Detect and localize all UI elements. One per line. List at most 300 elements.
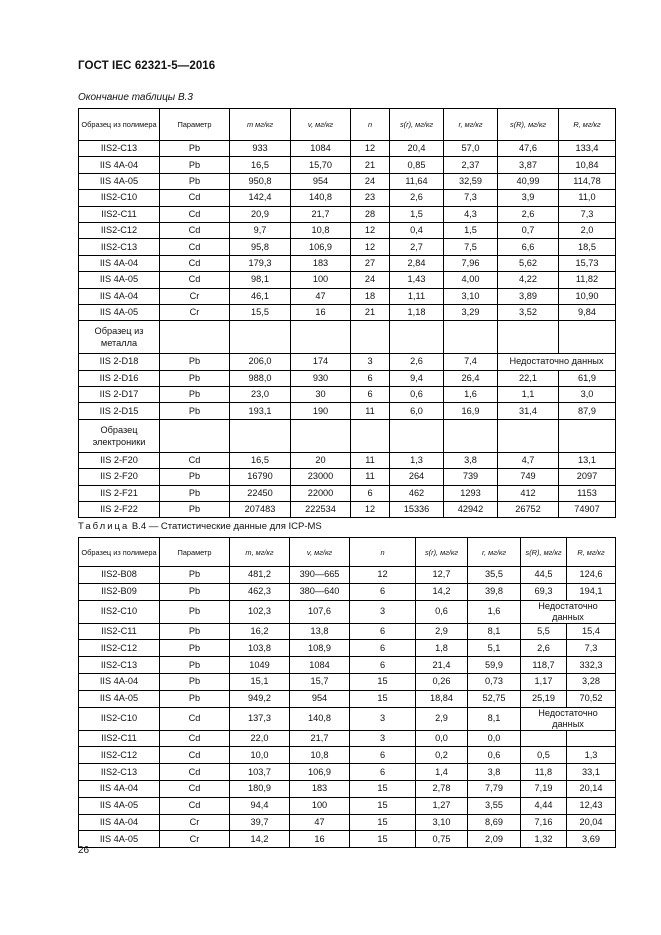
table-b4-caption (78, 521, 322, 532)
cell: 15 (350, 673, 416, 690)
cell: Pb (160, 657, 230, 674)
table-row (79, 567, 616, 584)
cell: 264 (390, 469, 444, 485)
cell: IIS 4A-05 (79, 304, 160, 320)
table-b4 (78, 537, 616, 848)
cell: 11 (351, 403, 390, 419)
cell: 26752 (498, 502, 559, 518)
table-b3-metal-body (79, 370, 616, 419)
group-label-metal: Образец из металла (79, 321, 160, 354)
cell: 8,1 (468, 623, 521, 640)
cell: Pb (160, 354, 230, 370)
cell: 11,8 (521, 764, 567, 781)
cell: 0,0 (416, 730, 468, 747)
cell: IIS 4A-04 (79, 673, 160, 690)
header-r: r, мг/кг (468, 538, 521, 567)
cell: 9,84 (559, 304, 616, 320)
cell: 1,6 (468, 600, 521, 623)
cell: 13,8 (290, 623, 350, 640)
cell: 2,09 (468, 831, 521, 848)
cell: 0,4 (390, 222, 444, 238)
cell: Pb (160, 141, 230, 157)
table-row (79, 272, 616, 288)
cell: 15 (350, 814, 416, 831)
cell: 14,2 (416, 583, 468, 600)
cell: 949,2 (230, 690, 290, 707)
cell: 140,8 (291, 190, 351, 206)
cell: 40,99 (498, 173, 559, 189)
table-b4-body (79, 567, 616, 848)
cell: 1,6 (444, 387, 498, 403)
cell: 0,85 (390, 157, 444, 173)
header-parameter: Параметр (160, 109, 230, 141)
cell: IIS 2-F20 (79, 469, 160, 485)
cell: 20 (291, 452, 351, 468)
cell: 5,62 (498, 255, 559, 271)
cell: 61,9 (559, 370, 616, 386)
cell: 6 (351, 387, 390, 403)
cell: Pb (160, 370, 230, 386)
cell: 3,8 (444, 452, 498, 468)
cell: IIS2-C11 (79, 623, 160, 640)
cell: 206,0 (230, 354, 291, 370)
table-row (79, 831, 616, 848)
cell: 7,16 (521, 814, 567, 831)
cell: 87,9 (559, 403, 616, 419)
header-v: v, мг/кг (290, 538, 350, 567)
cell: 10,90 (559, 288, 616, 304)
cell: 95,8 (230, 239, 291, 255)
cell: 4,3 (444, 206, 498, 222)
cell: Cd (160, 272, 230, 288)
cell: IIS2-B08 (79, 567, 160, 584)
cell: 15,73 (559, 255, 616, 271)
page-number: 26 (78, 845, 90, 856)
cell: 0,0 (468, 730, 521, 747)
header-sample: Образец из полимера (79, 109, 160, 141)
table-row (79, 190, 616, 206)
cell: IIS 2-D18 (79, 354, 160, 370)
cell: 1049 (230, 657, 290, 674)
cell: 22450 (230, 485, 291, 501)
cell: Pb (160, 640, 230, 657)
cell: IIS 4A-05 (79, 173, 160, 189)
table-row (79, 780, 616, 797)
cell: 15336 (390, 502, 444, 518)
cell: 3 (350, 600, 416, 623)
cell: 74907 (559, 502, 616, 518)
header-v: v, мг/кг (291, 109, 351, 141)
table-row (79, 288, 616, 304)
cell: 16,2 (230, 623, 290, 640)
group-row-metal (79, 321, 616, 354)
cell: 21 (351, 157, 390, 173)
cell: 30 (291, 387, 351, 403)
table-row (79, 747, 616, 764)
cell: IIS 4A-05 (79, 690, 160, 707)
cell: 11,64 (390, 173, 444, 189)
cell: 0,5 (521, 747, 567, 764)
cell: 15 (350, 780, 416, 797)
cell: 59,9 (468, 657, 521, 674)
cell: 1,8 (416, 640, 468, 657)
cell: 183 (291, 255, 351, 271)
cell: 3,10 (444, 288, 498, 304)
table-row (79, 657, 616, 674)
cell: Cd (160, 190, 230, 206)
cell: Cd (160, 452, 230, 468)
header-R: R, мг/кг (559, 109, 616, 141)
cell: Pb (160, 690, 230, 707)
cell: 2,6 (498, 206, 559, 222)
cell: Cd (160, 239, 230, 255)
cell: 933 (230, 141, 291, 157)
cell: 12 (350, 567, 416, 584)
header-sR: s(R), мг/кг (498, 109, 559, 141)
cell: 137,3 (230, 707, 290, 730)
cell: Cr (160, 304, 230, 320)
table-row (79, 206, 616, 222)
table-row (79, 141, 616, 157)
cell: 15 (350, 831, 416, 848)
cell: 103,8 (230, 640, 290, 657)
cell: 33,1 (567, 764, 616, 781)
table-header-row (79, 109, 616, 141)
cell: 124,6 (567, 567, 616, 584)
cell: 2,84 (390, 255, 444, 271)
cell: IIS2-C12 (79, 747, 160, 764)
cell: 6 (350, 583, 416, 600)
cell: 114,78 (559, 173, 616, 189)
cell: Cd (160, 206, 230, 222)
cell: 2,9 (416, 623, 468, 640)
cell: 1293 (444, 485, 498, 501)
cell: 16,5 (230, 157, 291, 173)
cell: 27 (351, 255, 390, 271)
cell: 2,6 (390, 190, 444, 206)
cell: 11 (351, 452, 390, 468)
cell: 106,9 (290, 764, 350, 781)
cell: 11 (351, 469, 390, 485)
cell: 20,4 (390, 141, 444, 157)
cell: 6 (351, 485, 390, 501)
cell: 57,0 (444, 141, 498, 157)
cell: IIS 4A-04 (79, 255, 160, 271)
cell: 3,87 (498, 157, 559, 173)
cell: 179,3 (230, 255, 291, 271)
cell: 4,44 (521, 797, 567, 814)
cell: Pb (160, 623, 230, 640)
cell: IIS2-C13 (79, 764, 160, 781)
insufficient-data-note: Недостаточно данных (521, 600, 616, 623)
cell: 14,2 (230, 831, 290, 848)
cell: 7,3 (567, 640, 616, 657)
cell: 462,3 (230, 583, 290, 600)
cell: 22,0 (230, 730, 290, 747)
cell: IIS 4A-04 (79, 780, 160, 797)
cell: 21,7 (290, 730, 350, 747)
cell: 988,0 (230, 370, 291, 386)
cell: Pb (160, 485, 230, 501)
cell: 11,0 (559, 190, 616, 206)
cell: 1,43 (390, 272, 444, 288)
cell: 3 (350, 730, 416, 747)
cell: 15 (350, 797, 416, 814)
cell: 142,4 (230, 190, 291, 206)
cell: 18 (351, 288, 390, 304)
header-sr: s(r), мг/кг (390, 109, 444, 141)
cell: 7,19 (521, 780, 567, 797)
cell: Cd (160, 780, 230, 797)
cell: 18,5 (559, 239, 616, 255)
table-row (79, 173, 616, 189)
cell: 222534 (291, 502, 351, 518)
cell: 3,55 (468, 797, 521, 814)
cell: Cd (160, 255, 230, 271)
cell: 412 (498, 485, 559, 501)
cell: 5,1 (468, 640, 521, 657)
cell: 930 (291, 370, 351, 386)
cell: 12 (351, 222, 390, 238)
cell: IIS 4A-04 (79, 288, 160, 304)
cell: 20,14 (567, 780, 616, 797)
cell: 133,4 (559, 141, 616, 157)
cell: 102,3 (230, 600, 290, 623)
table-row (79, 623, 616, 640)
cell: 15,70 (291, 157, 351, 173)
cell: 24 (351, 173, 390, 189)
cell: 0,6 (468, 747, 521, 764)
cell: 35,5 (468, 567, 521, 584)
cell: 0,6 (416, 600, 468, 623)
cell: 118,7 (521, 657, 567, 674)
header-sample: Образец из полимера (79, 538, 160, 567)
table-b3-electronics-body (79, 452, 616, 518)
cell: 180,9 (230, 780, 290, 797)
table-b3 (78, 108, 616, 518)
cell: IIS 4A-05 (79, 272, 160, 288)
cell: 1153 (559, 485, 616, 501)
cell: IIS2-C13 (79, 239, 160, 255)
header-R: R, мг/кг (567, 538, 616, 567)
cell: Pb (160, 673, 230, 690)
cell: Pb (160, 502, 230, 518)
cell: 390—665 (290, 567, 350, 584)
table-row (79, 222, 616, 238)
cell: IIS2-C12 (79, 222, 160, 238)
table-row (79, 502, 616, 518)
cell: 103,7 (230, 764, 290, 781)
cell: 954 (290, 690, 350, 707)
cell: 1,4 (416, 764, 468, 781)
cell: 23000 (291, 469, 351, 485)
cell: 462 (390, 485, 444, 501)
cell: 13,1 (559, 452, 616, 468)
cell: 7,3 (559, 206, 616, 222)
table-row (79, 255, 616, 271)
cell: 7,79 (468, 780, 521, 797)
cell: Cd (160, 222, 230, 238)
cell: 3,69 (567, 831, 616, 848)
table-row (79, 797, 616, 814)
cell: Cd (160, 730, 230, 747)
cell: 47 (290, 814, 350, 831)
cell: 183 (290, 780, 350, 797)
cell: 11,82 (559, 272, 616, 288)
cell: IIS2-C10 (79, 190, 160, 206)
cell: 1,3 (390, 452, 444, 468)
cell: 7,4 (444, 354, 498, 370)
cell: 194,1 (567, 583, 616, 600)
table-row (79, 640, 616, 657)
cell: 0,26 (416, 673, 468, 690)
table-b4-caption-label: Таблица (78, 521, 130, 532)
cell: IIS2-C10 (79, 600, 160, 623)
cell: 15,5 (230, 304, 291, 320)
cell: 10,8 (290, 747, 350, 764)
cell: 24 (351, 272, 390, 288)
cell: 1,5 (390, 206, 444, 222)
table-row (79, 690, 616, 707)
table-row (79, 239, 616, 255)
cell: 28 (351, 206, 390, 222)
cell: 193,1 (230, 403, 291, 419)
cell: 332,3 (567, 657, 616, 674)
cell: 0,75 (416, 831, 468, 848)
cell: Cd (160, 764, 230, 781)
cell: 10,84 (559, 157, 616, 173)
cell: 12 (351, 239, 390, 255)
cell: 2,0 (559, 222, 616, 238)
header-n: n (351, 109, 390, 141)
table-row (79, 469, 616, 485)
cell: 1,17 (521, 673, 567, 690)
cell: 1,32 (521, 831, 567, 848)
cell: 3 (350, 707, 416, 730)
cell: 6 (350, 747, 416, 764)
table-row (79, 730, 616, 747)
cell: 174 (291, 354, 351, 370)
table-row (79, 403, 616, 419)
cell: 15,4 (567, 623, 616, 640)
cell: 70,52 (567, 690, 616, 707)
header-sR: s(R), мг/кг (521, 538, 567, 567)
cell: 6 (350, 640, 416, 657)
cell: 20,04 (567, 814, 616, 831)
cell: 1084 (291, 141, 351, 157)
cell: 1,5 (444, 222, 498, 238)
cell: 1,11 (390, 288, 444, 304)
cell: IIS2-B09 (79, 583, 160, 600)
cell: 16 (291, 304, 351, 320)
cell: 4,22 (498, 272, 559, 288)
cell: Pb (160, 469, 230, 485)
cell: 3 (351, 354, 390, 370)
cell: 3,29 (444, 304, 498, 320)
header-m: m, мг/кг (230, 538, 290, 567)
cell: 39,8 (468, 583, 521, 600)
cell: Cd (160, 797, 230, 814)
cell: 6,6 (498, 239, 559, 255)
cell: 2,7 (390, 239, 444, 255)
cell: 1,27 (416, 797, 468, 814)
table-row (79, 707, 616, 730)
cell: IIS 2-D17 (79, 387, 160, 403)
cell: 107,6 (290, 600, 350, 623)
cell: 106,9 (291, 239, 351, 255)
table-b3-polymer-body (79, 141, 616, 321)
insufficient-data-note: Недостаточно данных (521, 707, 616, 730)
cell: 1,1 (498, 387, 559, 403)
cell: 0,6 (390, 387, 444, 403)
cell: 16 (290, 831, 350, 848)
cell: 1084 (290, 657, 350, 674)
cell: 8,1 (468, 707, 521, 730)
cell: 1,18 (390, 304, 444, 320)
cell (567, 730, 616, 747)
cell: 23,0 (230, 387, 291, 403)
cell: 6 (351, 370, 390, 386)
cell: 2,78 (416, 780, 468, 797)
cell: Pb (160, 403, 230, 419)
cell: 3,0 (559, 387, 616, 403)
cell: 2,6 (521, 640, 567, 657)
cell: IIS2-C11 (79, 206, 160, 222)
cell: 739 (444, 469, 498, 485)
cell: 21 (351, 304, 390, 320)
cell: Pb (160, 567, 230, 584)
cell: Cd (160, 747, 230, 764)
cell: 46,1 (230, 288, 291, 304)
cell: 0,7 (498, 222, 559, 238)
cell: 1,3 (567, 747, 616, 764)
cell: 9,4 (390, 370, 444, 386)
table-row (79, 764, 616, 781)
cell: Cr (160, 288, 230, 304)
cell: 140,8 (290, 707, 350, 730)
cell: 12,43 (567, 797, 616, 814)
table-row (79, 370, 616, 386)
header-r: r, мг/кг (444, 109, 498, 141)
cell: 31,4 (498, 403, 559, 419)
cell: 21,4 (416, 657, 468, 674)
cell: 32,59 (444, 173, 498, 189)
cell: 481,2 (230, 567, 290, 584)
cell: IIS 4A-05 (79, 831, 160, 848)
cell: 10,0 (230, 747, 290, 764)
cell: 380—640 (290, 583, 350, 600)
header-sr: s(r), мг/кг (416, 538, 468, 567)
cell: 39,7 (230, 814, 290, 831)
cell: 100 (290, 797, 350, 814)
cell: 94,4 (230, 797, 290, 814)
table-row (79, 452, 616, 468)
cell: IIS 2-D15 (79, 403, 160, 419)
cell: 950,8 (230, 173, 291, 189)
cell: 15 (350, 690, 416, 707)
cell: 10,8 (291, 222, 351, 238)
table-row (79, 387, 616, 403)
cell: 47 (291, 288, 351, 304)
cell: Cr (160, 831, 230, 848)
cell: 12,7 (416, 567, 468, 584)
cell: 15,1 (230, 673, 290, 690)
table-row (79, 304, 616, 320)
cell: 26,4 (444, 370, 498, 386)
cell: 0,2 (416, 747, 468, 764)
cell: 207483 (230, 502, 291, 518)
cell: 6 (350, 657, 416, 674)
